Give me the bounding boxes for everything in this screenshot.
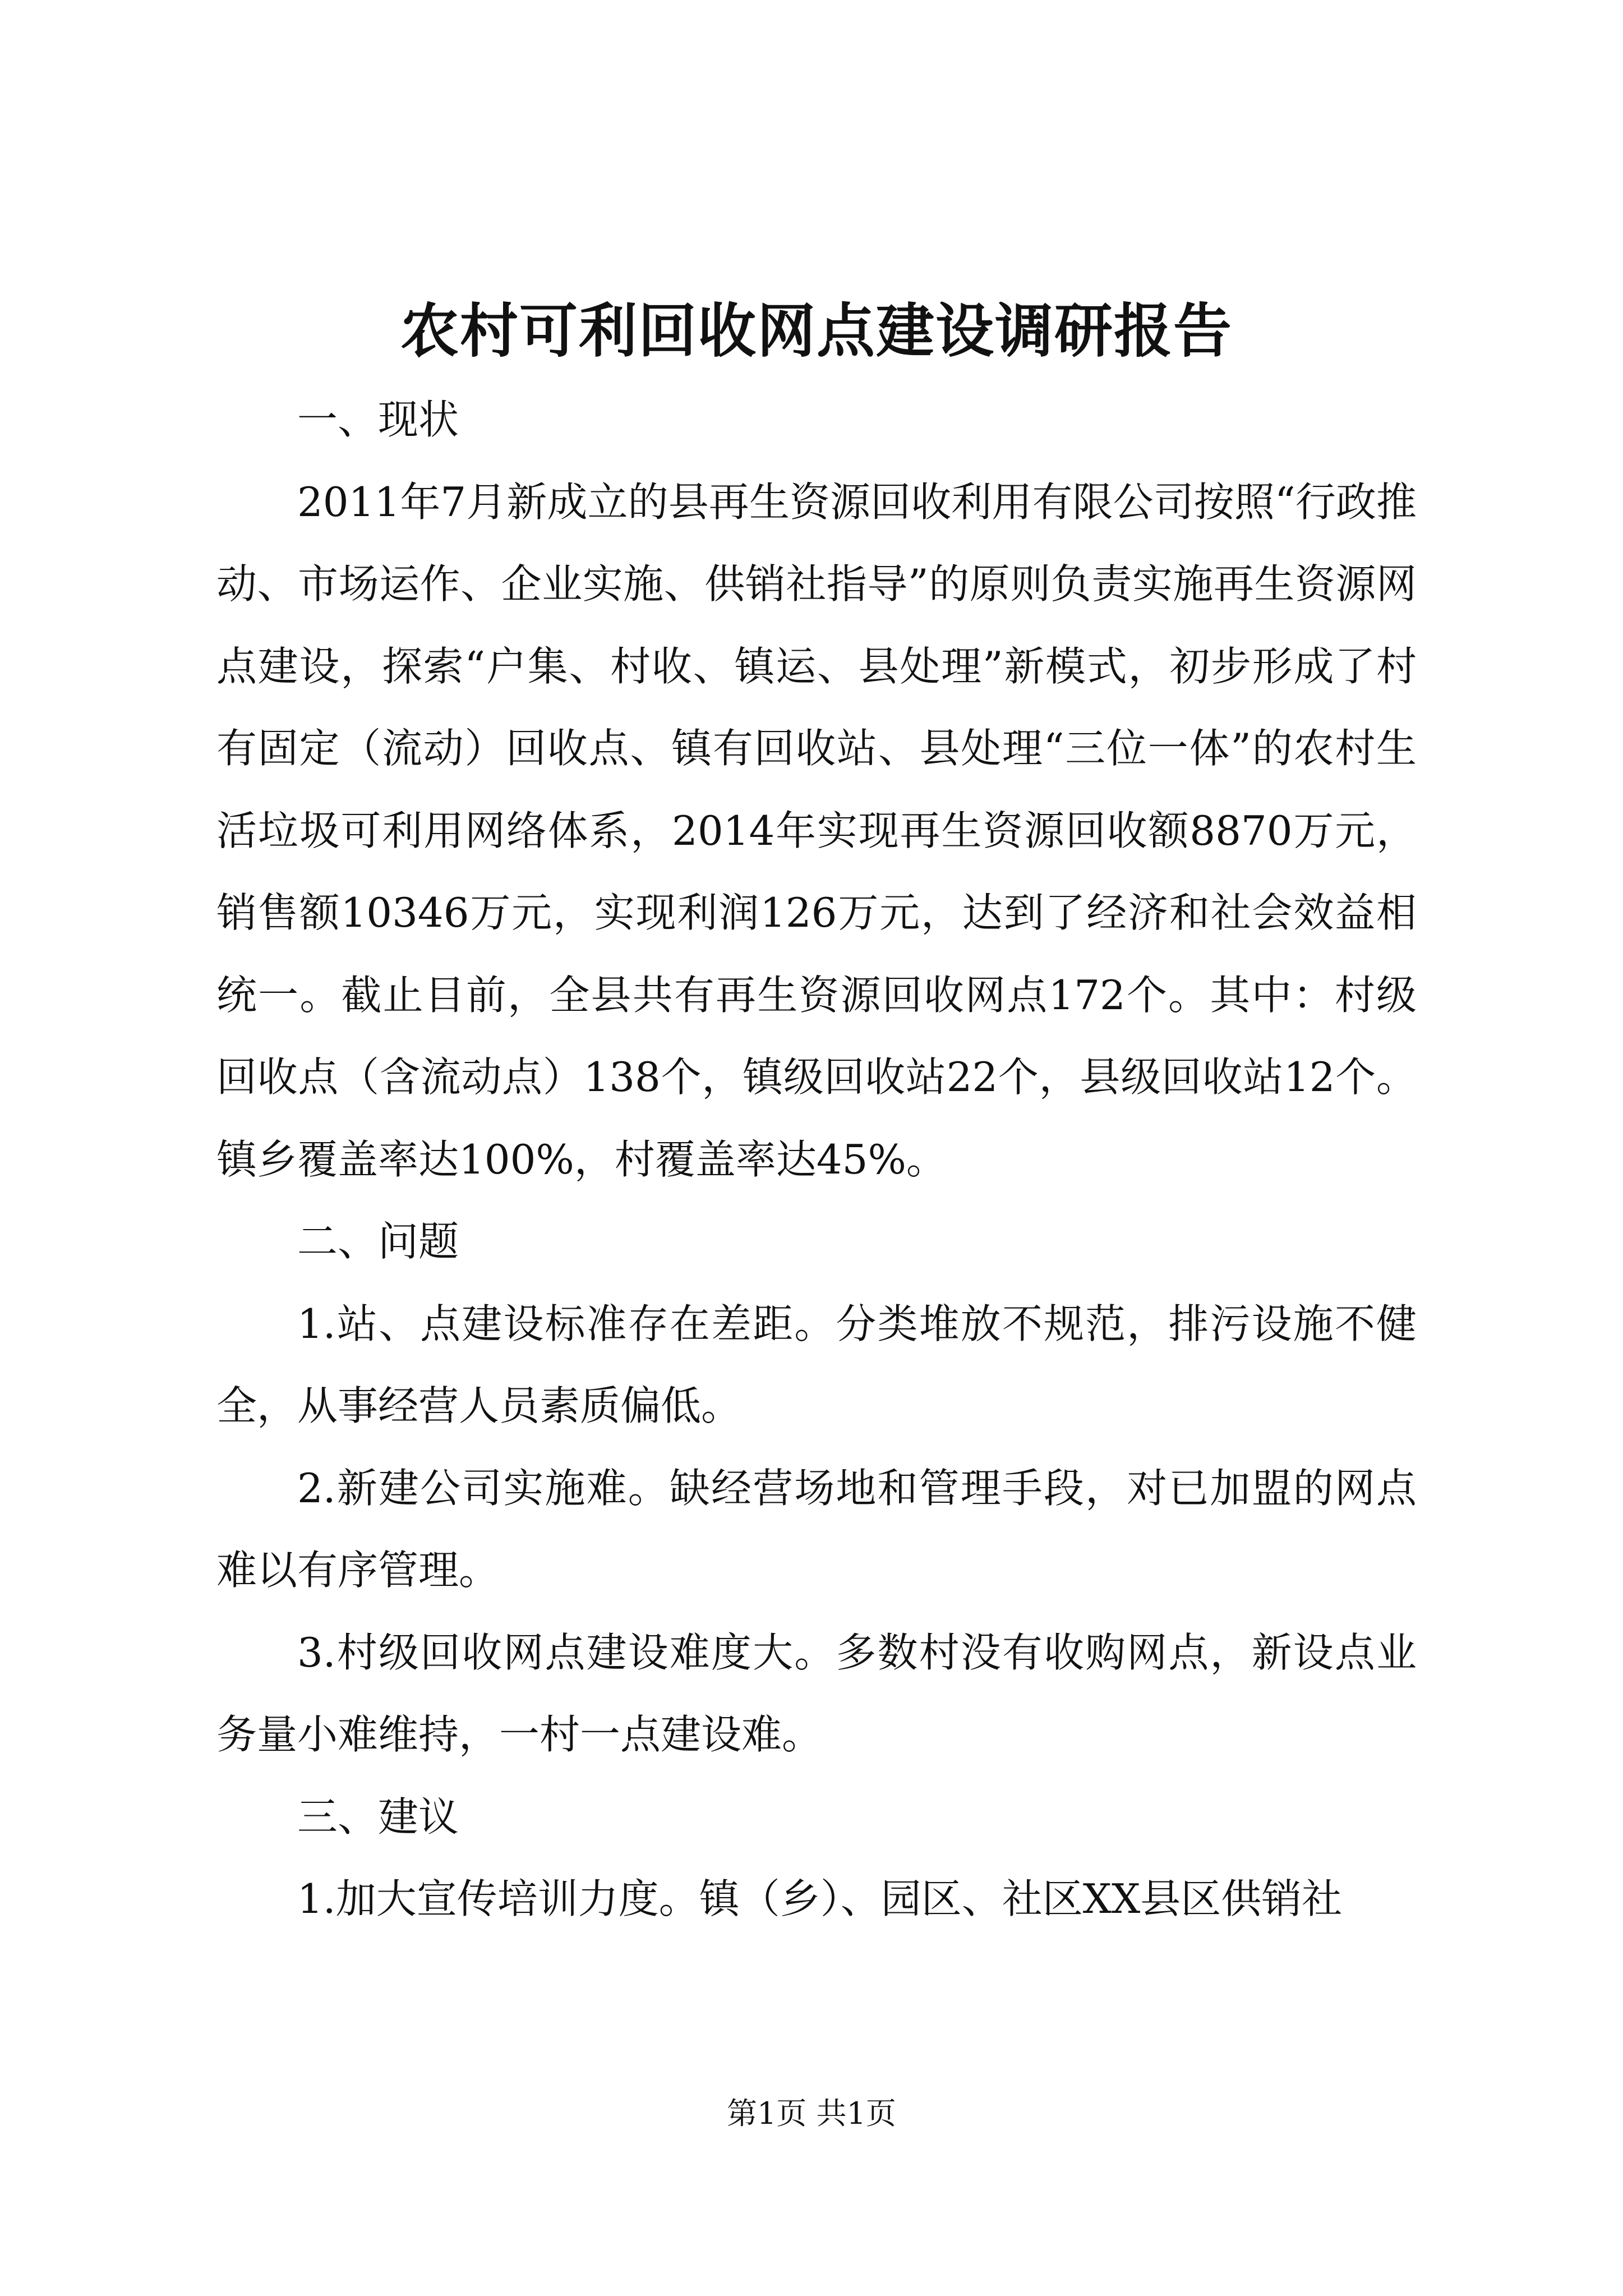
page-footer: 第1页 共1页 — [727, 2096, 896, 2131]
document-title: 农村可利回收网点建设调研报告 — [400, 296, 1233, 365]
section-heading-suggestions: 三、建议 — [297, 1793, 459, 1841]
paragraph-problem-1: 1.站、点建设标准存在差距。分类堆放不规范，排污设施不健全，从事经营人员素质偏低。 — [216, 1300, 1417, 1429]
section-heading-problems: 二、问题 — [297, 1218, 459, 1265]
document-content — [216, 283, 1417, 1940]
paragraph-suggestion-1: 1.加大宣传培训力度。镇（乡）、园区、社区XX县区供销社 — [297, 1875, 1343, 1922]
paragraph-problem-2: 2.新建公司实施难。缺经营场地和管理手段，对已加盟的网点难以有序管理。 — [216, 1464, 1417, 1594]
section-heading-status: 一、现状 — [297, 396, 459, 443]
paragraph-problem-3: 3.村级回收网点建设难度大。多数村没有收购网点，新设点业务量小难维持，一村一点建设难。 — [216, 1628, 1417, 1758]
paragraph-status-body: 2011年7月新成立的县再生资源回收利用有限公司按照“行政推动、市场运作、企业实施、供销社指导”的原则负责实施再生资源网点建设，探索“户集、村收、镇运、县处理”新模式，初步形成了村有固定（流动）回收点、镇有回收站、县处理“三位一体”的农村生活垃圾可利用网络体系，2014年实现再生资源回收额8870万元，销售额10346万元，实现利润126万元，达到了经济和社会效益相统一。截止目前，全县共有再生资源回收网点172个。其中：村级回收点（含流动点）138个，镇级回收站22个，县级回收站12个。镇乡覆盖率达100%，村覆盖率达45%。 — [216, 478, 1417, 1183]
